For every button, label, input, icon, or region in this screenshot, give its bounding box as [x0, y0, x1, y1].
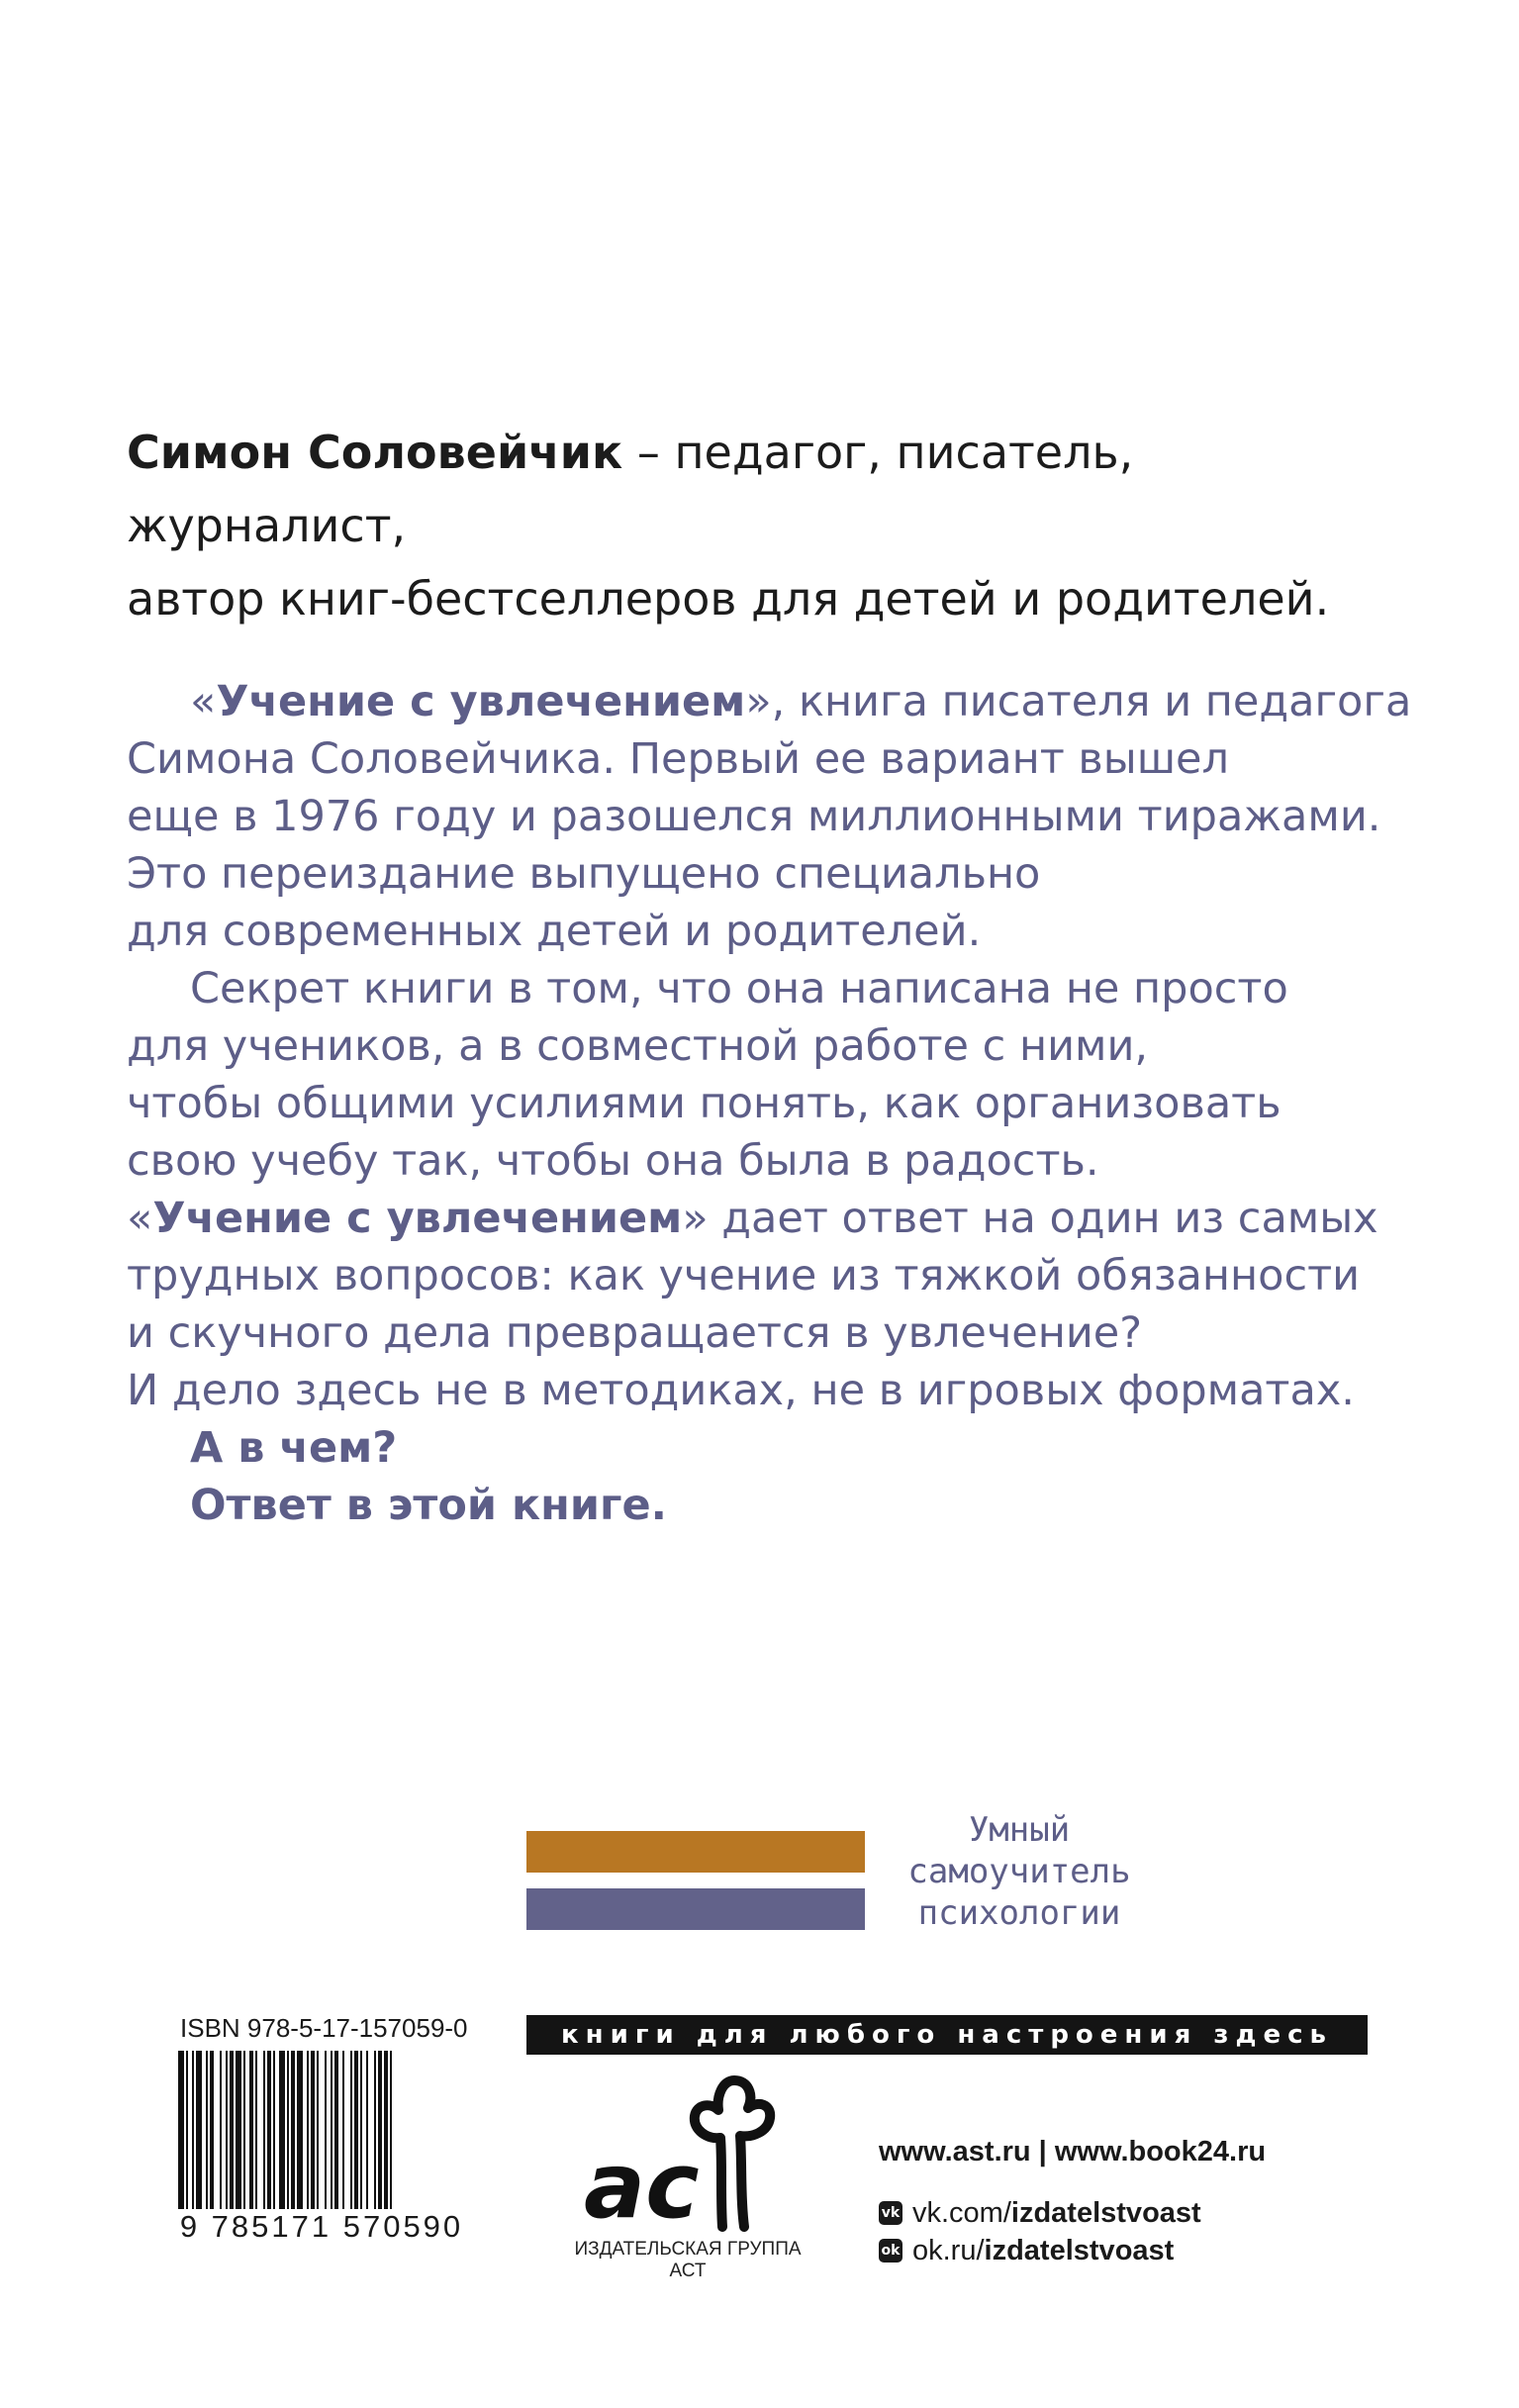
blurb-line: свою учебу так, чтобы она была в радость. [127, 1136, 1099, 1186]
blurb-line: трудных вопросов: как учение из тяжкой обязанности [127, 1251, 1361, 1300]
vk-icon: vk [879, 2201, 902, 2225]
blurb-line: Симона Соловейчика. Первый ее вариант вышел [127, 734, 1229, 784]
websites-link[interactable]: www.ast.ru | www.book24.ru [879, 2136, 1267, 2167]
book-title-bold: Учение с увлечением [216, 677, 746, 726]
svg-text:ac: ac [584, 2133, 700, 2237]
barcode-digits: 9 785171 570590 [158, 2209, 485, 2245]
ast-logo-icon [574, 2069, 811, 2237]
publisher-caption: ИЗДАТЕЛЬСКАЯ ГРУППА АСТ [574, 2239, 802, 2281]
series-bar-orange [526, 1831, 865, 1873]
author-desc-2: автор книг-бестселлеров для детей и родителей. [127, 572, 1330, 626]
author-desc-1: – педагог, писатель, журналист, [127, 426, 1134, 552]
author-name: Симон Соловейчик [127, 426, 623, 479]
blurb-line: «Учение с увлечением» дает ответ на один из самых [127, 1194, 1378, 1243]
blurb-line: чтобы общими усилиями понять, как организовать [127, 1079, 1282, 1128]
blurb-line: «Учение с увлечением», книга писателя и педагога [190, 677, 1412, 726]
blurb-line: Секрет книги в том, что она написана не просто [190, 964, 1288, 1013]
publisher-links [879, 2136, 1374, 2269]
book-blurb [127, 673, 1413, 1534]
series-title: Умный самоучитель психологии [907, 1810, 1131, 1933]
author-intro [127, 416, 1393, 635]
blurb-line: для учеников, а в совместной работе с ними, [127, 1021, 1149, 1071]
series-bar-purple [526, 1888, 865, 1930]
blurb-answer: Ответ в этой книге. [190, 1481, 667, 1530]
ok-link[interactable]: ok ok.ru/ izdatelstvoast [879, 2232, 1374, 2269]
isbn-label: ISBN 978-5-17-157059-0 [180, 2013, 468, 2043]
ok-icon: ok [879, 2239, 902, 2263]
blurb-line: для современных детей и родителей. [127, 907, 982, 956]
vk-link[interactable]: vk vk.com/ izdatelstvoast [879, 2194, 1374, 2232]
blurb-line: Это переиздание выпущено специально [127, 849, 1041, 899]
blurb-question: А в чем? [190, 1423, 398, 1473]
book-title-bold: Учение с увлечением [152, 1194, 683, 1243]
blurb-line: И дело здесь не в методиках, не в игровых форматах. [127, 1366, 1355, 1415]
blurb-line: и скучного дела превращается в увлечение? [127, 1308, 1143, 1358]
blurb-line: еще в 1976 году и разошелся миллионными тиражами. [127, 792, 1381, 841]
tagline-banner: книги для любого настроения здесь [526, 2015, 1368, 2055]
